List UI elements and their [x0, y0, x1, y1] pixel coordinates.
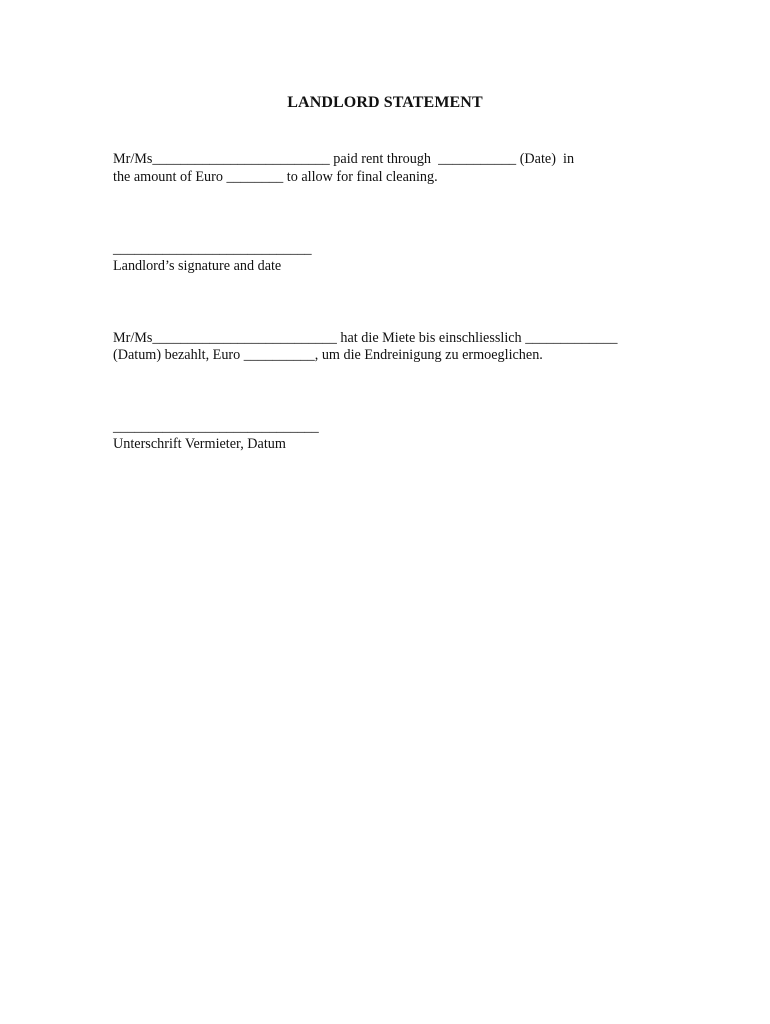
english-statement-line-2: the amount of Euro ________ to allow for final cleaning. [113, 169, 438, 185]
german-statement-line-1: Mr/Ms__________________________ hat die Miete bis einschliesslich _____________ [113, 330, 618, 346]
english-statement-line-1: Mr/Ms_________________________ paid rent through ___________ (Date) in [113, 151, 575, 167]
german-statement-line-2: (Datum) bezahlt, Euro __________, um die Endreinigung zu ermoeglichen. [113, 347, 543, 363]
german-signature-line: _____________________________ [113, 419, 319, 435]
english-signature-label: Landlord’s signature and date [113, 258, 282, 274]
english-signature-line: ____________________________ [113, 241, 312, 257]
document-title: LANDLORD STATEMENT [287, 94, 483, 111]
german-signature-label: Unterschrift Vermieter, Datum [113, 436, 286, 452]
